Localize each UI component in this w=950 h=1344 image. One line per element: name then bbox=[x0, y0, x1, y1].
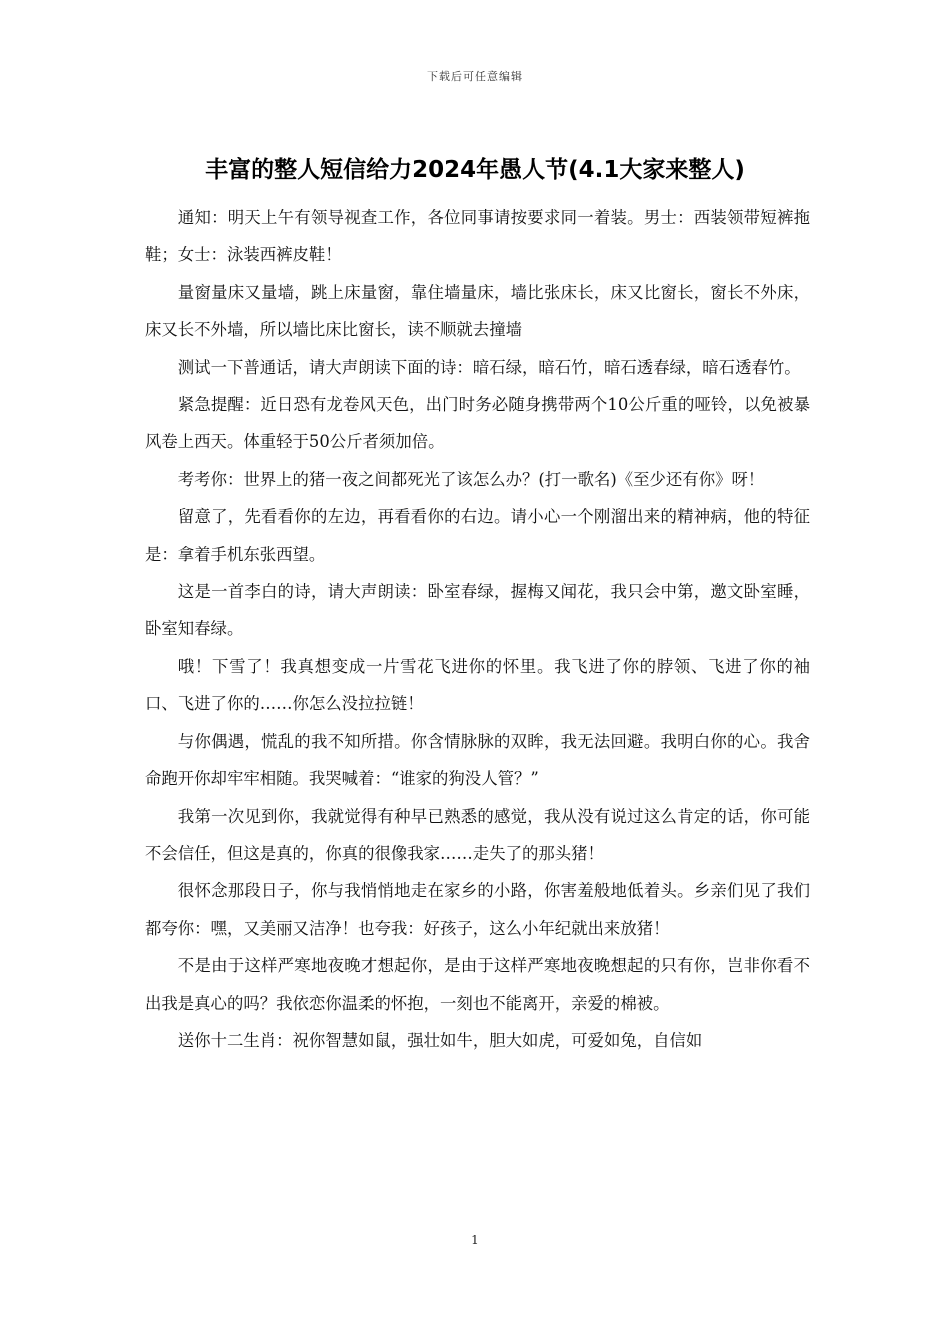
paragraph: 测试一下普通话，请大声朗读下面的诗：暗石绿，暗石竹，暗石透春绿，暗石透春竹。 bbox=[177, 357, 801, 377]
document-body bbox=[145, 199, 810, 1059]
paragraph: 很怀念那段日子，你与我悄悄地走在家乡的小路，你害羞般地低着头。乡亲们见了我们都夸你：嘿，又美丽又洁净！也夸我：好孩子，这么小年纪就出来放猪！ bbox=[145, 881, 810, 938]
paragraph: 留意了，先看看你的左边，再看看你的右边。请小心一个刚溜出来的精神病，他的特征是：拿着手机东张西望。 bbox=[145, 507, 810, 564]
paragraph: 与你偶遇，慌乱的我不知所措。你含情脉脉的双眸，我无法回避。我明白你的心。我舍命跑开你却牢牢相随。我哭喊着：“谁家的狗没人管？” bbox=[145, 731, 810, 789]
paragraph: 考考你：世界上的猪一夜之间都死光了该怎么办？(打一歌名)《至少还有你》呀！ bbox=[177, 469, 765, 489]
paragraph: 通知：明天上午有领导视查工作，各位同事请按要求同一着装。男士：西装领带短裤拖鞋；女士：泳装西裤皮鞋！ bbox=[145, 208, 810, 265]
paragraph: 这是一首李白的诗，请大声朗读：卧室春绿，握梅又闻花，我只会中第，邀文卧室睡，卧室知春绿。 bbox=[145, 582, 810, 639]
page-number: 1 bbox=[471, 1233, 479, 1247]
paragraph: 紧急提醒：近日恐有龙卷风天色，出门时务必随身携带两个10公斤重的哑铃，以免被暴风卷上西天。体重轻于50公斤者须加倍。 bbox=[145, 395, 810, 452]
paragraph: 量窗量床又量墙，跳上床量窗，靠住墙量床，墙比张床长，床又比窗长，窗长不外床，床又长不外墙，所以墙比床比窗长，读不顺就去撞墙 bbox=[145, 282, 810, 340]
page-header: 下载后可任意编辑 bbox=[427, 70, 523, 83]
paragraph: 送你十二生肖：祝你智慧如鼠，强壮如牛，胆大如虎，可爱如兔，自信如 bbox=[177, 1030, 703, 1050]
paragraph: 我第一次见到你，我就觉得有种早已熟悉的感觉，我从没有说过这么肯定的话，你可能不会信任，但这是真的，你真的很像我家……走失了的那头猪！ bbox=[145, 806, 810, 863]
document-title: 丰富的整人短信给力2024年愚人节(4.1大家来整人) bbox=[205, 157, 745, 183]
paragraph: 不是由于这样严寒地夜晚才想起你，是由于这样严寒地夜晚想起的只有你，岂非你看不出我是真心的吗？我依恋你温柔的怀抱，一刻也不能离开，亲爱的棉被。 bbox=[145, 956, 810, 1013]
paragraph: 哦！下雪了！我真想变成一片雪花飞进你的怀里。我飞进了你的脖领、飞进了你的袖口、飞进了你的……你怎么没拉拉链！ bbox=[145, 656, 810, 714]
